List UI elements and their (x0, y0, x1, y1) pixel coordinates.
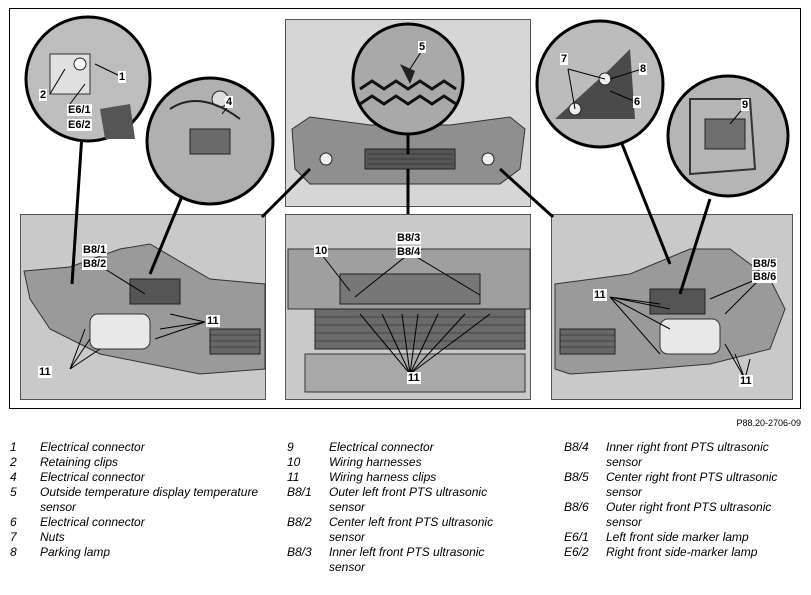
legend-item (564, 545, 801, 560)
legend-key: B8/1 (287, 485, 312, 499)
figure-code: P88.20-2706-09 (736, 418, 801, 428)
legend-key: 5 (10, 485, 17, 499)
legend-text: Electrical connector (40, 515, 145, 529)
legend-item (287, 470, 519, 485)
legend-text: Left front side marker lamp (606, 530, 749, 544)
legend-key: B8/5 (564, 470, 589, 484)
legend-text: Right front side-marker lamp (606, 545, 758, 559)
legend-item (10, 515, 270, 530)
legend-key: E6/1 (564, 530, 589, 544)
legend-column-2 (287, 440, 519, 575)
diagram-drawing (10, 9, 800, 408)
legend-text: Wiring harnesses (329, 455, 422, 469)
callout-b8-4: B8/4 (397, 246, 421, 258)
callout-11-left-a: 11 (207, 315, 219, 327)
legend-key: 11 (287, 470, 300, 484)
legend-key: 8 (10, 545, 17, 559)
legend-key: 1 (10, 440, 17, 454)
legend-item (564, 530, 801, 545)
legend-text: Retaining clips (40, 455, 119, 469)
legend-item (287, 545, 519, 575)
legend-item (287, 515, 519, 545)
callout-8: 8 (640, 63, 647, 75)
legend-text: Center left front PTS ultrasonic sensor (329, 515, 494, 544)
legend-item (10, 530, 270, 545)
legend-key: B8/2 (287, 515, 312, 529)
legend-item (287, 485, 519, 515)
legend-text: Electrical connector (40, 440, 145, 454)
legend-item (10, 545, 270, 560)
legend-key: B8/4 (564, 440, 589, 454)
legend-text: Parking lamp (40, 545, 111, 559)
legend-key: 6 (10, 515, 17, 529)
legend-key: 2 (10, 455, 17, 469)
detail-circle-center (353, 24, 463, 134)
legend-item (10, 440, 270, 455)
legend-item (10, 470, 270, 485)
legend-item (10, 455, 270, 470)
legend-key: B8/6 (564, 500, 589, 514)
legend-text: Outer right front PTS ultrasonic sensor (606, 500, 772, 529)
legend-text: Nuts (40, 530, 65, 544)
callout-6: 6 (634, 96, 641, 108)
callout-b8-6: B8/6 (753, 271, 777, 283)
legend-text: Outside temperature display temperature sensor (40, 485, 259, 514)
detail-circle-right-b (668, 76, 788, 196)
legend-text: Inner left front PTS ultrasonic sensor (329, 545, 485, 574)
legend-item (564, 470, 801, 500)
callout-2: 2 (40, 89, 47, 101)
bumper-diagram (9, 8, 801, 409)
callout-11-center: 11 (408, 372, 420, 384)
right-bumper-shape (555, 249, 785, 374)
legend-key: 4 (10, 470, 17, 484)
legend-key: E6/2 (564, 545, 589, 559)
callout-1: 1 (119, 71, 126, 83)
legend-key: 9 (287, 440, 294, 454)
detail-circle-left-b (147, 78, 273, 204)
legend-key: B8/3 (287, 545, 312, 559)
callout-11-right-a: 11 (594, 289, 606, 301)
callout-11-right-b: 11 (740, 375, 752, 387)
legend-item (287, 455, 519, 470)
legend-text: Center right front PTS ultrasonic sensor (606, 470, 778, 499)
callout-11-left-b: 11 (39, 366, 51, 378)
legend-item (564, 440, 801, 470)
legend-column-3 (564, 440, 801, 560)
legend-item (287, 440, 519, 455)
callout-b8-3: B8/3 (397, 232, 421, 244)
legend-text: Outer left front PTS ultrasonic sensor (329, 485, 488, 514)
legend-text: Wiring harness clips (329, 470, 437, 484)
callout-b8-1: B8/1 (83, 244, 107, 256)
legend-text: Electrical connector (40, 470, 145, 484)
legend-column-1 (10, 440, 270, 560)
callout-e6-2: E6/2 (68, 119, 91, 131)
left-bumper-shape (24, 244, 265, 374)
legend-key: 10 (287, 455, 301, 469)
legend-item (564, 500, 801, 530)
callout-7: 7 (561, 53, 568, 65)
legend-text: Inner right front PTS ultrasonic sensor (606, 440, 769, 469)
legend-text: Electrical connector (329, 440, 434, 454)
callout-4: 4 (226, 96, 233, 108)
callout-5: 5 (419, 41, 426, 53)
detail-circle-right (537, 21, 663, 147)
callout-e6-1: E6/1 (68, 104, 91, 116)
legend-item (10, 485, 270, 515)
callout-9: 9 (742, 99, 749, 111)
center-bumper-shape (288, 249, 530, 392)
legend-key: 7 (10, 530, 17, 544)
callout-b8-5: B8/5 (753, 258, 777, 270)
callout-b8-2: B8/2 (83, 258, 107, 270)
callout-10: 10 (315, 245, 328, 257)
